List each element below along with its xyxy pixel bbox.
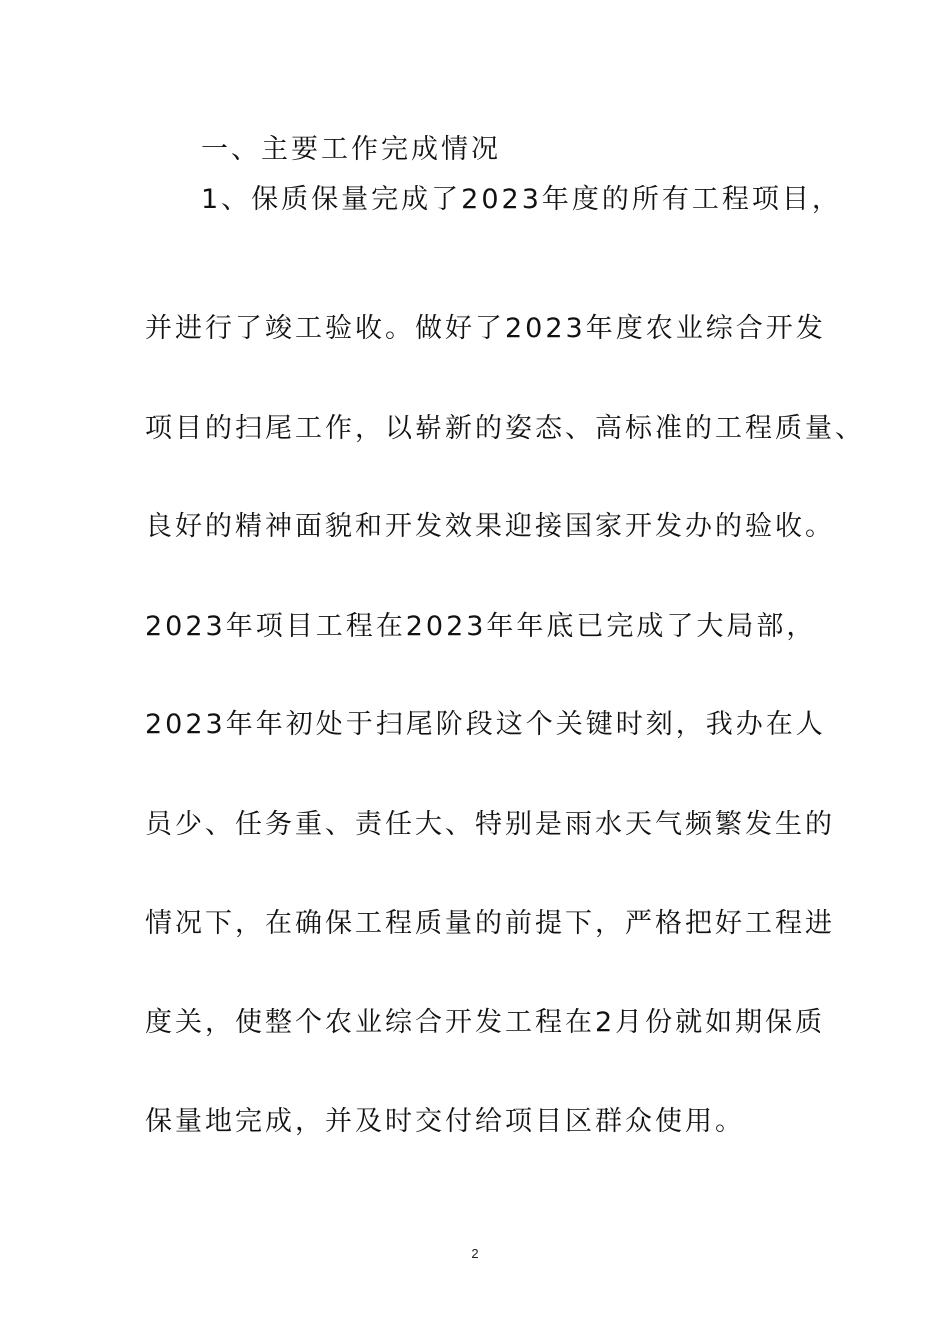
page-number: 2	[471, 1246, 479, 1261]
paragraph-line: 保量地完成，并及时交付给项目区群众使用。	[145, 1106, 745, 1137]
section-heading: 一、主要工作完成情况	[201, 134, 501, 165]
paragraph-line: 良好的精神面貌和开发效果迎接国家开发办的验收。	[145, 511, 835, 542]
paragraph-line: 情况下，在确保工程质量的前提下，严格把好工程进	[145, 908, 835, 939]
paragraph-line: 项目的扫尾工作，以崭新的姿态、高标准的工程质量、	[145, 413, 865, 444]
paragraph-line: 员少、任务重、责任大、特别是雨水天气频繁发生的	[145, 809, 835, 840]
paragraph-line: 度关，使整个农业综合开发工程在2月份就如期保质	[145, 1007, 826, 1038]
paragraph-line: 2023年项目工程在2023年年底已完成了大局部，	[145, 611, 817, 642]
paragraph-line: 2023年年初处于扫尾阶段这个关键时刻，我办在人	[145, 709, 826, 740]
paragraph-line: 并进行了竣工验收。做好了2023年度农业综合开发	[145, 313, 826, 344]
paragraph-line: 1、保质保量完成了2023年度的所有工程项目，	[201, 184, 842, 215]
